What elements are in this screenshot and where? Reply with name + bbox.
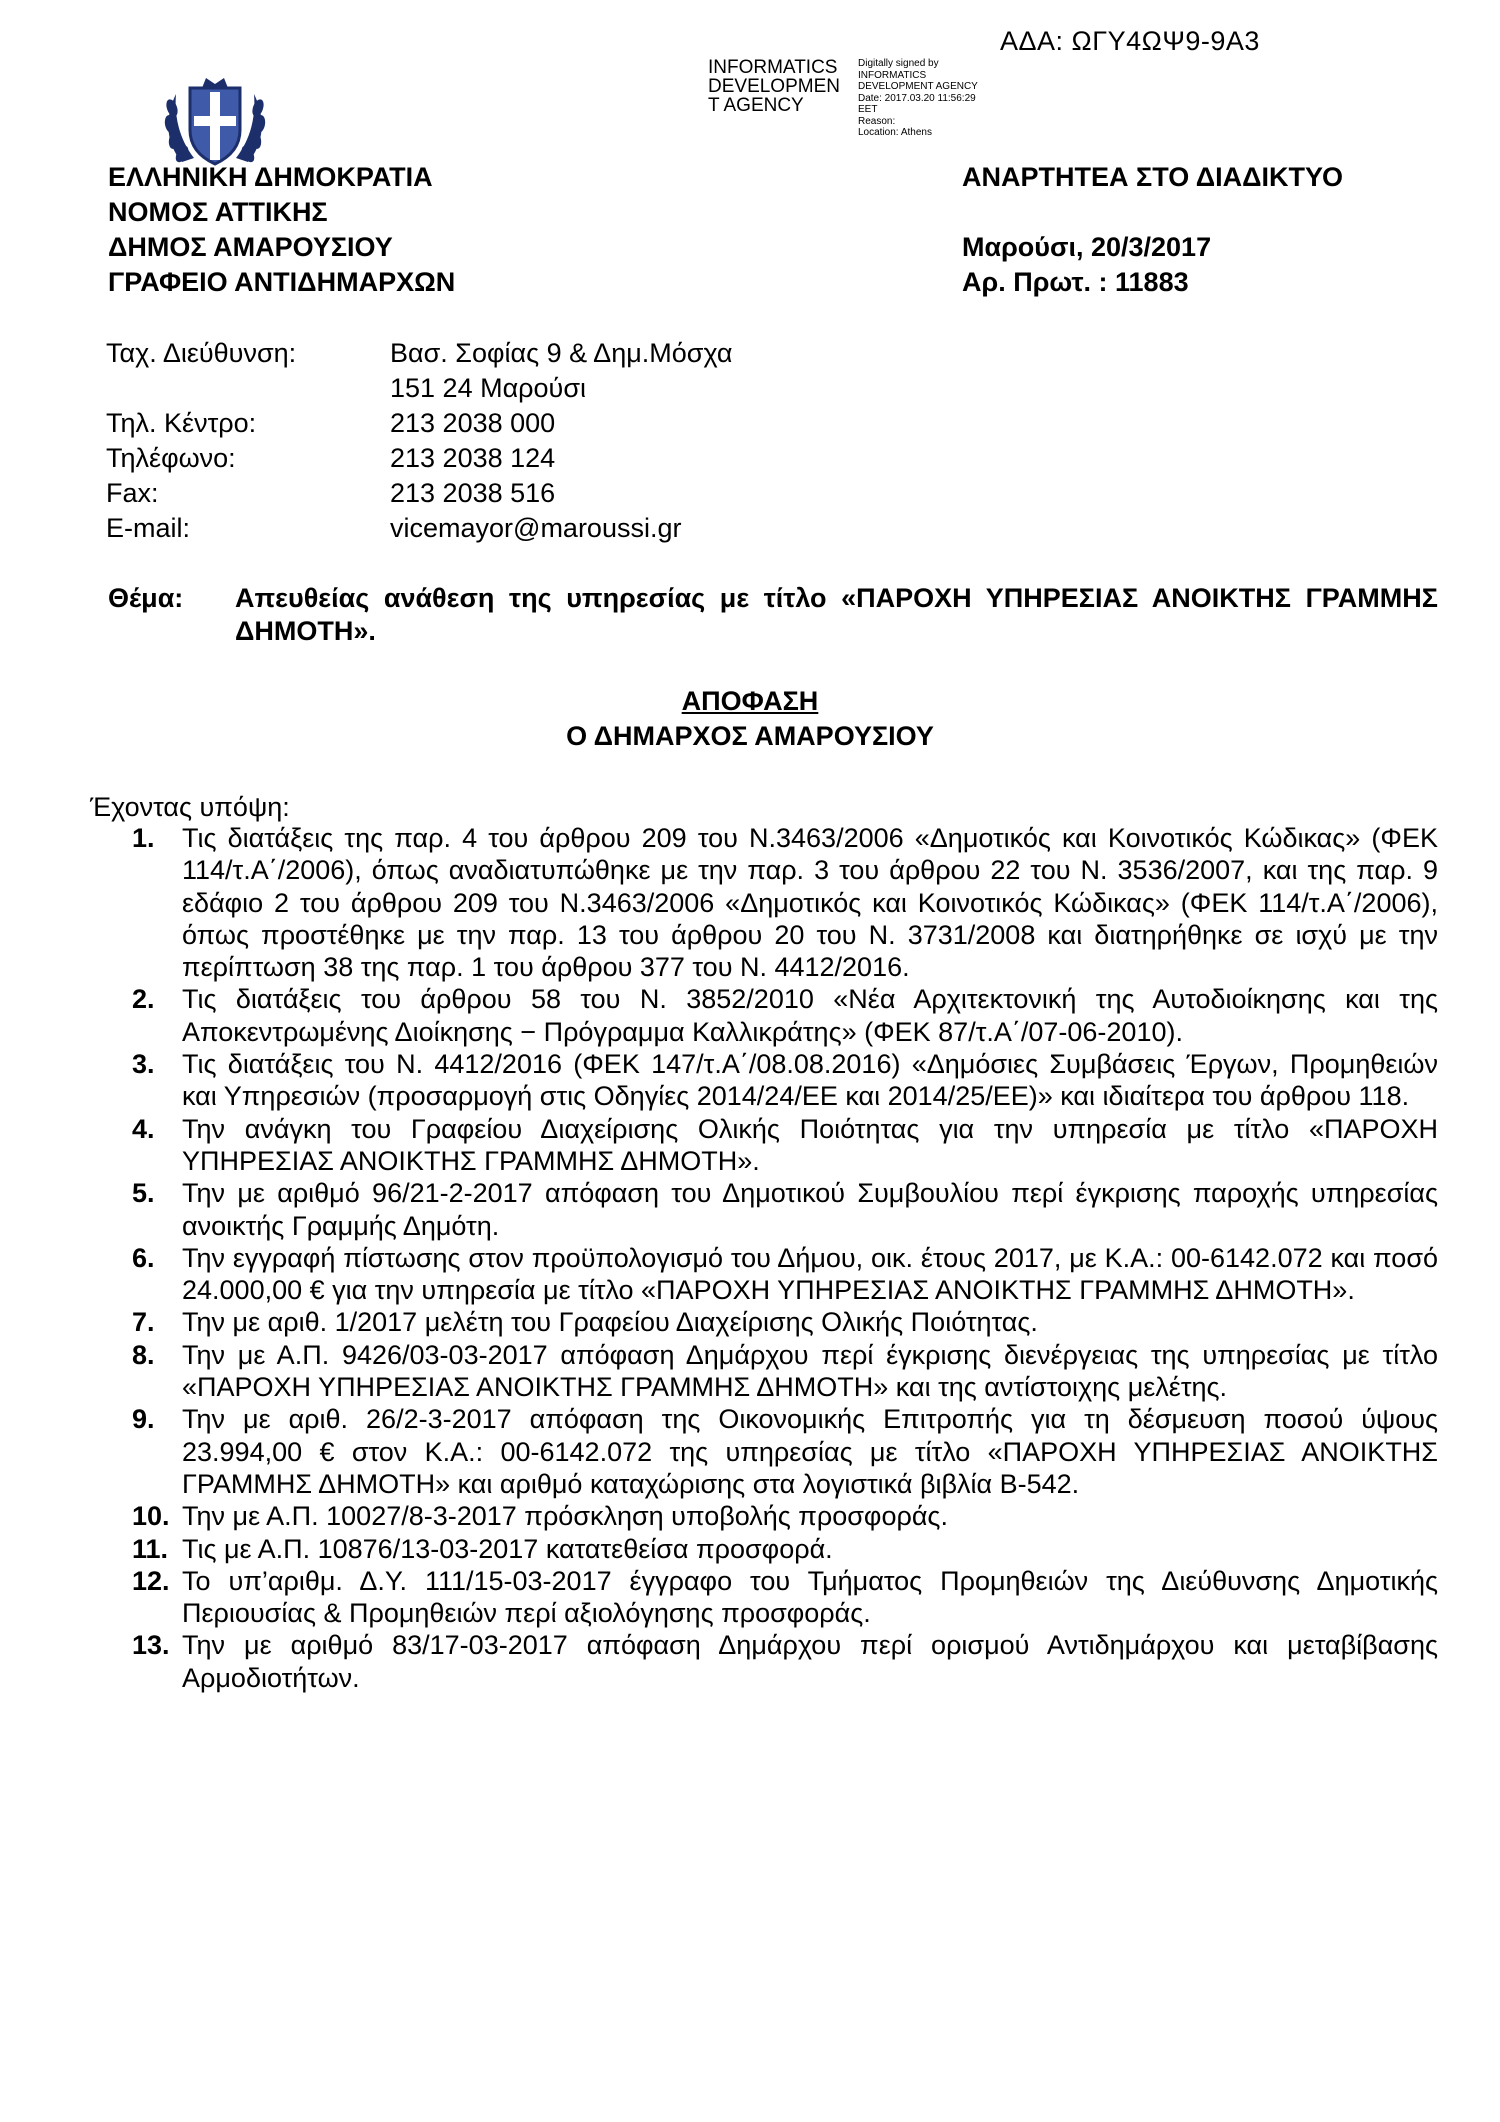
- signature-org-line: T AGENCY: [708, 95, 804, 116]
- signature-detail-line: Date: 2017.03.20 11:56:29: [858, 92, 976, 104]
- contact-value: 213 2038 124: [390, 443, 556, 473]
- item-text: Την με αριθ. 1/2017 μελέτη του Γραφείου Διαχείρισης Ολικής Ποιότητας.: [182, 1307, 1038, 1338]
- contact-row: [106, 371, 733, 406]
- issuer-municipality: ΔΗΜΟΣ ΑΜΑΡΟΥΣΙΟΥ: [108, 232, 393, 262]
- signature-detail-line: Digitally signed by: [858, 58, 939, 69]
- item-text: Τις διατάξεις του άρθρου 58 του Ν. 3852/2010 «Νέα Αρχιτεκτονική της Αυτοδιοίκησης και της Αποκεντρωμένης Διοίκησης − Πρόγραμμα Καλλικράτης» (ΦΕΚ 87/τ.Α΄/07-06-2010).: [182, 984, 1438, 1047]
- decision-title: ΑΠΟΦΑΣΗ: [681, 686, 819, 716]
- signature-detail-line: Location: Athens: [858, 127, 932, 138]
- item-text: Την με αριθμό 83/17-03-2017 απόφαση Δημάρχου περί ορισμού Αντιδημάρχου και μεταβίβασης Αρμοδιοτήτων.: [182, 1630, 1438, 1693]
- item-number: 13.: [132, 1630, 170, 1661]
- item-number: 1.: [132, 823, 155, 853]
- contact-label: Ταχ. Διεύθυνση:: [106, 338, 297, 368]
- item-number: 10.: [132, 1501, 170, 1532]
- item-number: 2.: [132, 984, 155, 1015]
- contact-value: 213 2038 000: [390, 408, 556, 438]
- list-item: [132, 1242, 1438, 1307]
- contact-label: E-mail:: [106, 513, 191, 543]
- item-number: 3.: [132, 1049, 155, 1080]
- signature-details: [858, 58, 978, 139]
- contact-row: [106, 476, 733, 511]
- item-number: 5.: [132, 1178, 155, 1209]
- item-text: Τις με Α.Π. 10876/13-03-2017 κατατεθείσα προσφορά.: [182, 1533, 833, 1564]
- list-item: [132, 1113, 1438, 1178]
- list-item: [132, 822, 1438, 983]
- signature-detail-line: DEVELOPMENT AGENCY: [858, 81, 978, 92]
- contact-value: 213 2038 516: [390, 478, 556, 508]
- item-number: 12.: [132, 1565, 170, 1596]
- list-item: [132, 1533, 1438, 1565]
- item-number: 6.: [132, 1242, 155, 1273]
- contact-label: Fax:: [106, 478, 159, 508]
- signature-organization: [708, 58, 840, 115]
- contact-row: [106, 441, 733, 476]
- list-item: [132, 1629, 1438, 1694]
- item-text: Το υπ’αριθμ. Δ.Υ. 111/15-03-2017 έγγραφο του Τμήματος Προμηθειών της Διεύθυνσης Δημοτικής Περιουσίας & Προμηθειών περί αξιολόγησης προσφοράς.: [182, 1565, 1438, 1629]
- ada-code: ΑΔΑ: ΩΓΥ4ΩΨ9-9Α3: [1000, 26, 1260, 56]
- list-item: [132, 1339, 1438, 1404]
- contact-row: [106, 511, 733, 546]
- contact-value: 151 24 Μαρούσι: [390, 373, 586, 403]
- subject-text: Απευθείας ανάθεση της υπηρεσίας με τίτλο «ΠΑΡΟΧΗ ΥΠΗΡΕΣΙΑΣ ΑΝΟΙΚΤΗΣ ΓΡΑΜΜΗΣ ΔΗΜΟΤΗ».: [235, 583, 1438, 646]
- post-online-notice: ΑΝΑΡΤΗΤΕΑ ΣΤΟ ΔΙΑΔΙΚΤΥΟ: [962, 162, 1343, 192]
- document-date: Μαρούσι, 20/3/2017: [962, 232, 1212, 262]
- list-item: [132, 1500, 1438, 1532]
- item-number: 11.: [132, 1533, 169, 1564]
- item-number: 7.: [132, 1307, 155, 1338]
- contact-row: [106, 336, 733, 371]
- contact-label: Τηλ. Κέντρο:: [106, 408, 257, 438]
- item-text: Τις διατάξεις της παρ. 4 του άρθρου 209 του Ν.3463/2006 «Δημοτικός και Κοινοτικός Κώδικας» (ΦΕΚ 114/τ.Α΄/2006), όπως αναδιατυπώθηκε με την παρ. 3 του άρθρου 22 του Ν. 3536/2007, και της παρ. 9 εδάφιο 2 του άρθρου 209 του Ν.3463/2006 «Δημοτικός και Κοινοτικός Κώδικας» (ΦΕΚ 114/τ.Α΄/2006), όπως προστέθηκε με την παρ. 13 του άρθρου 20 του Ν. 3731/2008 και διατηρήθηκε σε ισχύ με την περίπτωση 38 της παρ. 1 του άρθρου 377 του Ν. 4412/2016.: [182, 823, 1438, 983]
- item-text: Την ανάγκη του Γραφείου Διαχείρισης Ολικής Ποιότητας για την υπηρεσία με τίτλο «ΠΑΡΟΧΗ ΥΠΗΡΕΣΙΑΣ ΑΝΟΙΚΤΗΣ ΓΡΑΜΜΗΣ ΔΗΜΟΤΗ».: [182, 1113, 1438, 1176]
- item-number: 9.: [132, 1404, 155, 1435]
- contact-value: Βασ. Σοφίας 9 & Δημ.Μόσχα: [390, 338, 733, 368]
- issuer-office: ΓΡΑΦΕΙΟ ΑΝΤΙΔΗΜΑΡΧΩΝ: [108, 267, 456, 297]
- list-item: [132, 1048, 1438, 1113]
- item-text: Την με αριθ. 26/2-3-2017 απόφαση της Οικονομικής Επιτροπής για τη δέσμευση ποσού ύψους 23.994,00 € στον Κ.Α.: 00-6142.072 της υπηρεσίας με τίτλο «ΠΑΡΟΧΗ ΥΠΗΡΕΣΙΑΣ ΑΝΟΙΚΤΗΣ ΓΡΑΜΜΗΣ ΔΗΜΟΤΗ» και αριθμό καταχώρισης στα λογιστικά βιβλία Β-542.: [182, 1404, 1438, 1499]
- item-text: Την με αριθμό 96/21-2-2017 απόφαση του Δημοτικού Συμβουλίου περί έγκρισης παροχής υπηρεσίας ανοικτής Γραμμής Δημότη.: [182, 1178, 1438, 1241]
- subject-label: Θέμα:: [108, 583, 184, 613]
- decision-subtitle: Ο ΔΗΜΑΡΧΟΣ ΑΜΑΡΟΥΣΙΟΥ: [566, 721, 934, 751]
- item-text: Την με Α.Π. 9426/03-03-2017 απόφαση Δημάρχου περί έγκρισης διενέργειας της υπηρεσίας με τίτλο «ΠΑΡΟΧΗ ΥΠΗΡΕΣΙΑΣ ΑΝΟΙΚΤΗΣ ΓΡΑΜΜΗΣ ΔΗΜΟΤΗ» και της αντίστοιχης μελέτης.: [182, 1339, 1438, 1403]
- signature-org-line: DEVELOPMEN: [708, 76, 840, 97]
- contact-label: Τηλέφωνο:: [106, 443, 236, 473]
- list-item: [132, 1403, 1438, 1500]
- list-item: [132, 1306, 1438, 1338]
- document-meta: [962, 160, 1343, 300]
- contact-label: [106, 371, 390, 406]
- issuer-country: ΕΛΛΗΝΙΚΗ ΔΗΜΟΚΡΑΤΙΑ: [108, 162, 433, 192]
- contact-row: [106, 406, 733, 441]
- decision-heading: [0, 684, 1500, 754]
- issuer-prefecture: ΝΟΜΟΣ ΑΤΤΙΚΗΣ: [108, 197, 328, 227]
- item-text: Την με Α.Π. 10027/8-3-2017 πρόσκληση υποβολής προσφοράς.: [182, 1501, 948, 1532]
- contact-info: [106, 336, 733, 546]
- signature-detail-line: EET: [858, 104, 878, 115]
- considerations-list: [132, 822, 1438, 1694]
- protocol-number: Αρ. Πρωτ. : 11883: [962, 267, 1189, 297]
- contact-email: vicemayor@maroussi.gr: [390, 513, 682, 543]
- item-number: 8.: [132, 1339, 155, 1370]
- subject-block: [108, 582, 1438, 648]
- signature-detail-line: INFORMATICS: [858, 69, 927, 81]
- signature-detail-line: Reason:: [858, 115, 896, 127]
- issuer-block: [108, 160, 455, 300]
- item-number: 4.: [132, 1113, 155, 1144]
- signature-org-line: INFORMATICS: [708, 57, 838, 78]
- considerations-intro: Έχοντας υπόψη:: [90, 792, 290, 822]
- list-item: [132, 1565, 1438, 1630]
- item-text: Την εγγραφή πίστωσης στον προϋπολογισμό του Δήμου, οικ. έτους 2017, με Κ.Α.: 00-6142.072 και ποσό 24.000,00 € για την υπηρεσία με τίτλο «ΠΑΡΟΧΗ ΥΠΗΡΕΣΙΑΣ ΑΝΟΙΚΤΗΣ ΓΡΑΜΜΗΣ ΔΗΜΟΤΗ».: [182, 1242, 1438, 1306]
- list-item: [132, 983, 1438, 1048]
- item-text: Τις διατάξεις του Ν. 4412/2016 (ΦΕΚ 147/τ.Α΄/08.08.2016) «Δημόσιες Συμβάσεις Έργων, Προμηθειών και Υπηρεσιών (προσαρμογή στις Οδηγίες 2014/24/ΕΕ και 2014/25/ΕΕ)» και ιδιαίτερα του άρθρου 118.: [182, 1049, 1438, 1112]
- list-item: [132, 1177, 1438, 1242]
